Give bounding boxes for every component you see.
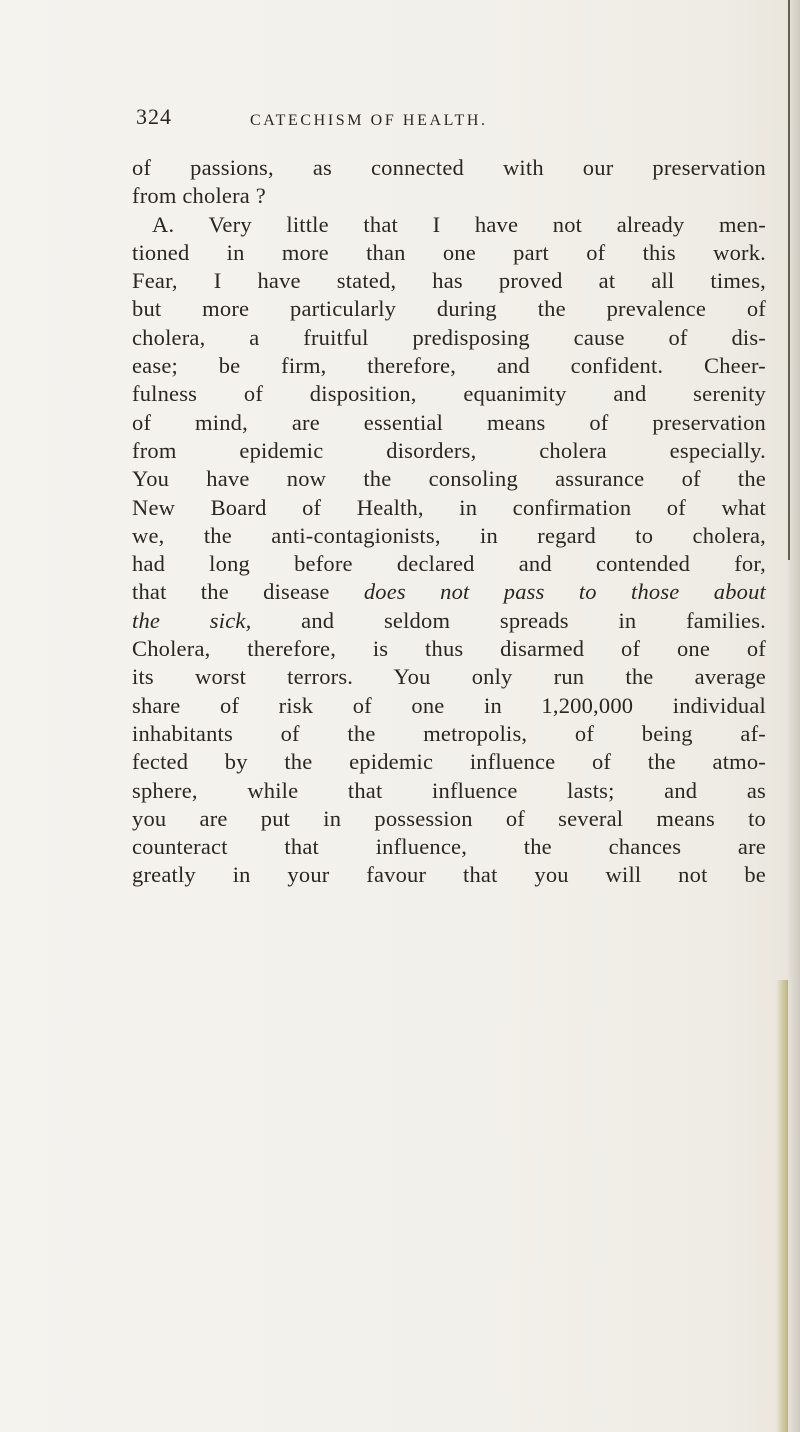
text-segment: that the disease <box>132 579 330 605</box>
text-line: You have now the consoling assurance of the <box>132 466 766 492</box>
text-line: you are put in possession of several means to <box>132 805 766 831</box>
text-line: ease; be firm, therefore, and confident. Cheer- <box>132 353 766 379</box>
text-line: fulness of disposition, equanimity and serenity <box>132 381 766 407</box>
text-segment: and seldom spreads in families. <box>301 607 767 633</box>
body-text <box>132 154 772 890</box>
text-line: cholera, a fruitful predisposing cause of dis- <box>132 324 766 350</box>
page-number: 324 <box>136 104 172 129</box>
text-line: Fear, I have stated, has proved at all times, <box>132 268 766 294</box>
italic-phrase: does not pass to those about <box>363 579 767 605</box>
text-line: share of risk of one in 1,200,000 individual <box>132 692 766 718</box>
text-line: its worst terrors. You only run the average <box>132 664 766 690</box>
text-line: of passions, as connected with our preservation <box>132 155 766 180</box>
text-line: A. Very little that I have not already men- <box>152 211 766 237</box>
text-line: New Board of Health, in confirmation of what <box>132 494 766 520</box>
text-line: from epidemic disorders, cholera especially. <box>132 437 766 463</box>
text-line: of mind, are essential means of preservation <box>132 409 766 435</box>
text-line-mixed <box>132 607 766 635</box>
text-line: inhabitants of the metropolis, of being af- <box>132 720 766 746</box>
page-edge-line <box>788 0 790 560</box>
text-line: tioned in more than one part of this work. <box>132 239 766 265</box>
text-line: counteract that influence, the chances are <box>132 834 766 860</box>
text-line-mixed <box>132 578 766 606</box>
text-line: had long before declared and contended for, <box>132 551 766 577</box>
text-line: fected by the epidemic influence of the atmo- <box>132 749 766 775</box>
italic-phrase: the sick, <box>132 607 252 633</box>
text-line: from cholera ? <box>132 183 266 209</box>
page-header <box>136 104 656 144</box>
text-line: sphere, while that influence lasts; and as <box>132 777 766 803</box>
text-line: we, the anti-contagionists, in regard to cholera, <box>132 522 766 548</box>
text-line: greatly in your favour that you will not be <box>132 862 766 888</box>
page-edge-shadow <box>776 980 788 1432</box>
text-line: Cholera, therefore, is thus disarmed of one of <box>132 636 766 662</box>
running-head: CATECHISM OF HEALTH. <box>250 112 488 129</box>
text-line: but more particularly during the prevalence of <box>132 296 766 322</box>
